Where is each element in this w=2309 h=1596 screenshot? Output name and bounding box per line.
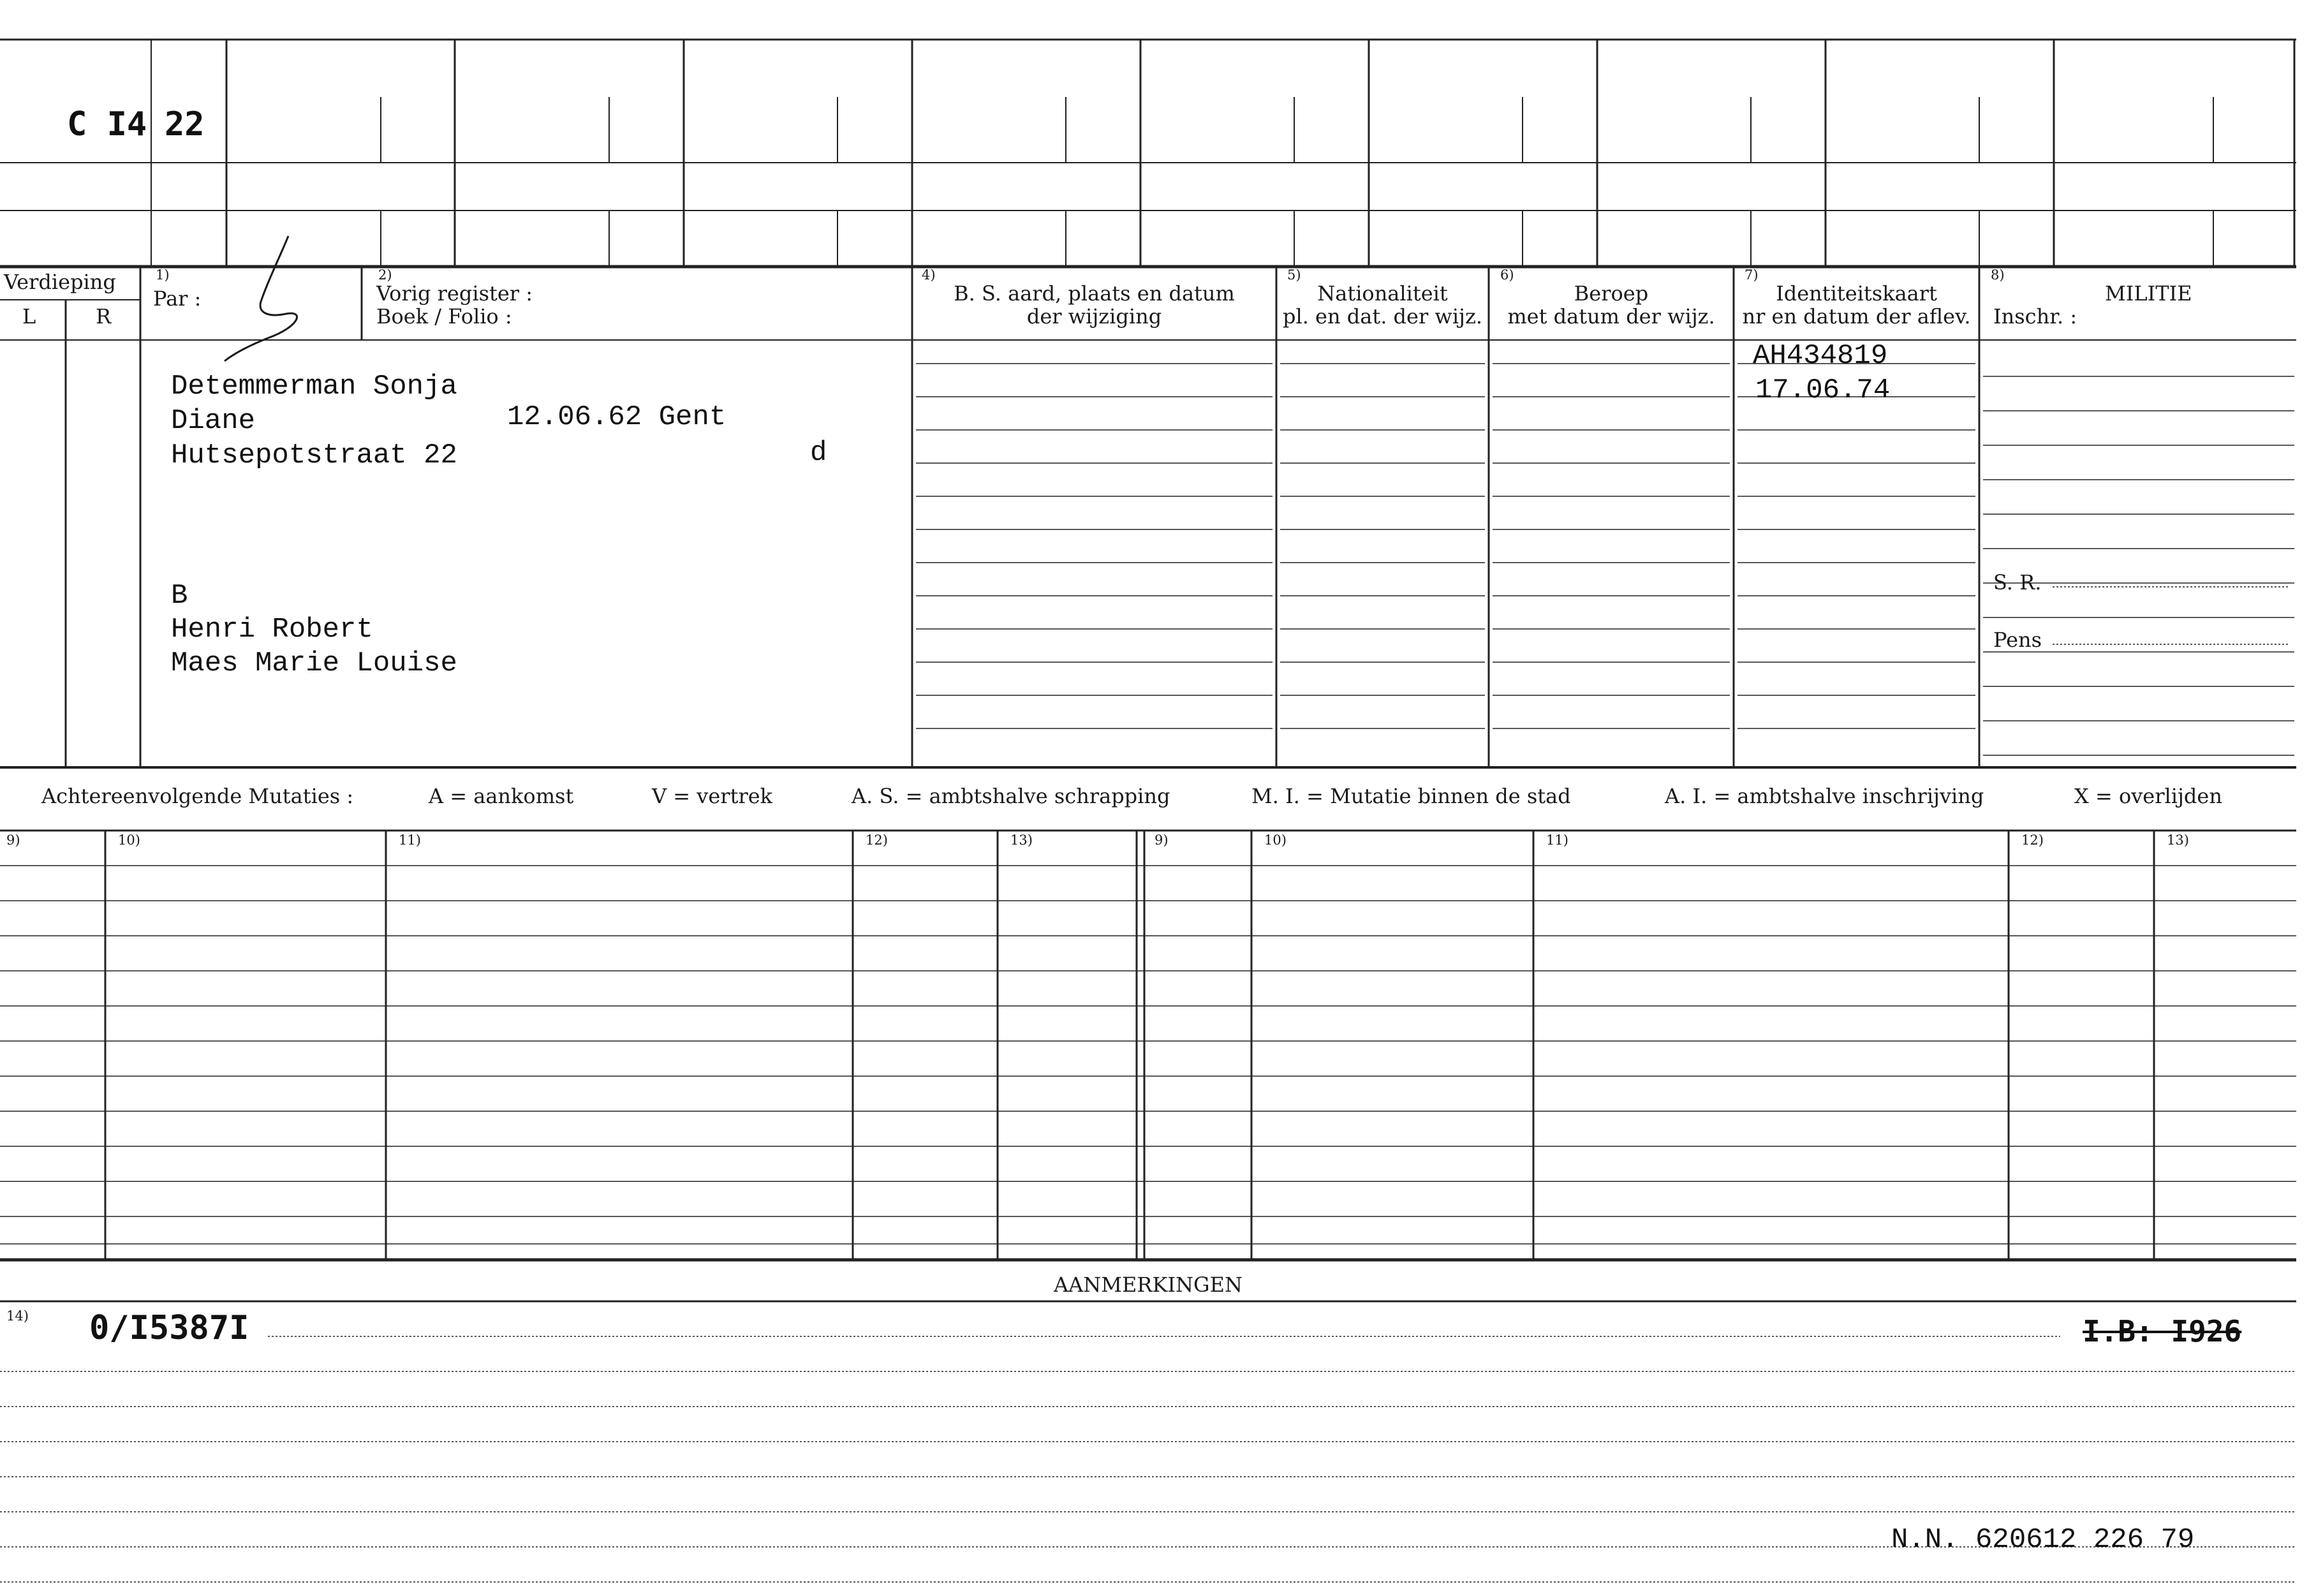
- grid-col-11b: 11): [1546, 832, 1568, 848]
- grid-col-13b: 13): [2167, 832, 2189, 848]
- col-7-num: 7): [1745, 267, 1759, 283]
- verdieping-right: R: [96, 304, 112, 329]
- mutation-legend-a: A = aankomst: [429, 784, 574, 808]
- beroep-sub: met datum der wijz.: [1507, 304, 1715, 329]
- inschr-label: Inschr. :: [1993, 304, 2077, 329]
- remarks-nn: N.N. 620612 226 79: [1891, 1524, 2195, 1556]
- identiteitskaart-header: Identiteitskaart: [1776, 281, 1937, 306]
- person-birth: 12.06.62 Gent: [507, 401, 727, 433]
- mutation-legend-x: X = overlijden: [2074, 784, 2222, 808]
- remarks-code: 0/I5387I: [89, 1309, 249, 1347]
- col-1-num: 1): [156, 267, 170, 283]
- id-card-number: AH434819: [1753, 340, 1888, 372]
- id-card-date: 17.06.74: [1755, 374, 1891, 406]
- mutation-legend-ai: A. I. = ambtshalve inschrijving: [1665, 784, 1984, 808]
- verdieping-title: Verdieping: [4, 270, 116, 294]
- person-surname-firstname: Detemmerman Sonja: [171, 371, 457, 403]
- grid-col-11: 11): [399, 832, 421, 848]
- bs-header-line2: der wijziging: [1026, 304, 1162, 329]
- sr-label: S. R.: [1993, 570, 2042, 595]
- grid-col-12b: 12): [2021, 832, 2044, 848]
- grid-col-9b: 9): [1154, 832, 1169, 848]
- mutation-legend-mi: M. I. = Mutatie binnen de stad: [1251, 784, 1571, 808]
- person-marker: d: [810, 437, 827, 469]
- beroep-header: Beroep: [1574, 281, 1649, 306]
- bs-header-line1: B. S. aard, plaats en datum: [954, 281, 1235, 306]
- col-6-num: 6): [1500, 267, 1514, 283]
- mother-name: Maes Marie Louise: [171, 647, 457, 679]
- par-label: Par :: [153, 286, 202, 311]
- person-address: Hutsepotstraat 22: [171, 440, 457, 471]
- remarks-num: 14): [6, 1308, 29, 1324]
- nationaliteit-sub: pl. en dat. der wijz.: [1282, 304, 1482, 329]
- grid-col-9: 9): [6, 832, 20, 848]
- pens-label: Pens: [1993, 628, 2042, 652]
- signature-scribble: [225, 236, 297, 361]
- person-second-name: Diane: [171, 405, 256, 437]
- remarks-ib: I.B: I926: [2083, 1314, 2242, 1348]
- grid-col-13: 13): [1010, 832, 1033, 848]
- register-code-right: 22: [165, 105, 205, 144]
- boek-folio-label: Boek / Folio :: [376, 304, 512, 329]
- register-code-left: C I4: [67, 105, 147, 144]
- remarks-title: AANMERKINGEN: [1054, 1273, 1243, 1297]
- grid-col-10b: 10): [1264, 832, 1287, 848]
- grid-col-12: 12): [866, 832, 888, 848]
- parent-marker: B: [171, 580, 188, 612]
- col-4-num: 4): [922, 267, 936, 283]
- col-8-num: 8): [1991, 267, 2005, 283]
- nationaliteit-header: Nationaliteit: [1317, 281, 1448, 306]
- col-5-num: 5): [1287, 267, 1301, 283]
- father-name: Henri Robert: [171, 614, 373, 646]
- identiteitskaart-sub: nr en datum der aflev.: [1742, 304, 1971, 329]
- militie-title: MILITIE: [2105, 281, 2192, 306]
- col-2-num: 2): [378, 267, 392, 283]
- mutation-legend-as: A. S. = ambtshalve schrapping: [852, 784, 1170, 808]
- mutation-legend-v: V = vertrek: [652, 784, 773, 808]
- verdieping-left: L: [22, 304, 36, 329]
- vorig-register-label: Vorig register :: [376, 281, 533, 306]
- grid-col-10: 10): [118, 832, 140, 848]
- mutations-label: Achtereenvolgende Mutaties :: [41, 784, 354, 808]
